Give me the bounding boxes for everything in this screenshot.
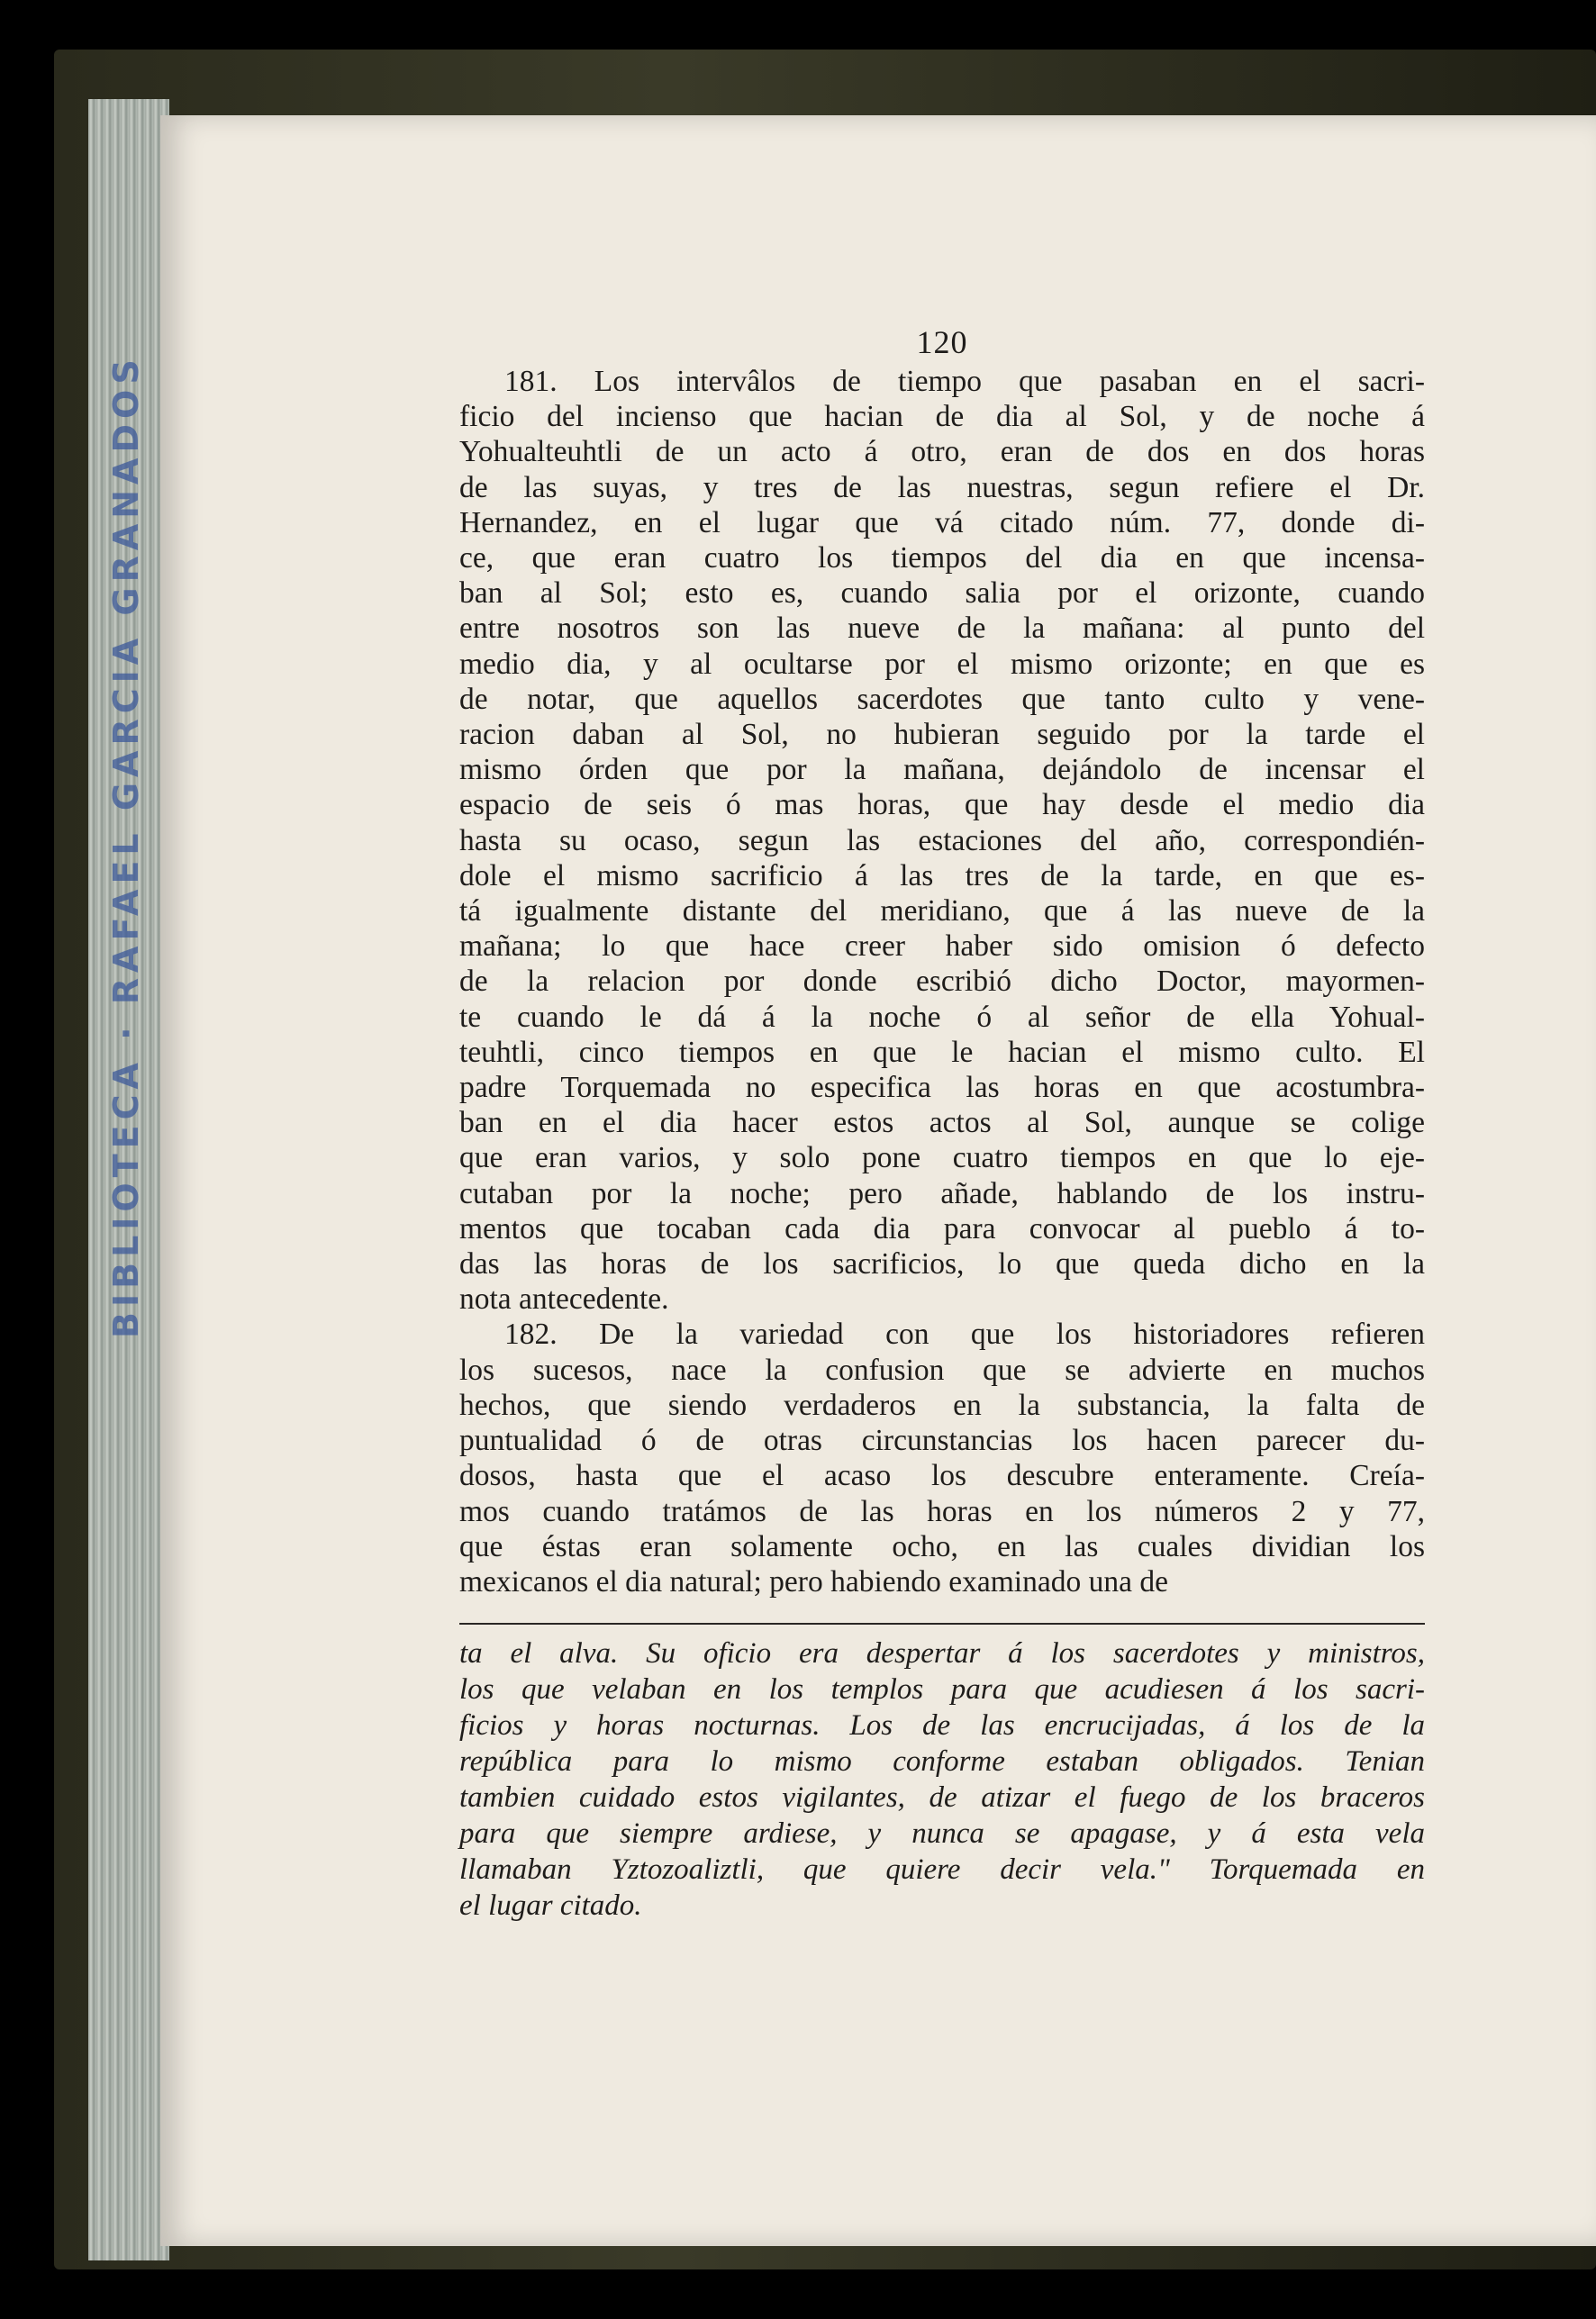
text-block xyxy=(459,324,1425,1924)
text-line: dosos, hasta que el acaso los descubre enteramente. Creía- xyxy=(459,1459,1425,1493)
text-line: que eran varios, y solo pone cuatro tiempos en que lo eje- xyxy=(459,1141,1425,1175)
text-line: el lugar citado. xyxy=(459,1889,642,1923)
text-line: hasta su ocaso, segun las estaciones del año, correspondién- xyxy=(459,823,1425,857)
text-line: 181. Los intervâlos de tiempo que pasaban en el sacri- xyxy=(504,365,1425,398)
text-line: de las suyas, y tres de las nuestras, segun refiere el Dr. xyxy=(459,470,1425,504)
text-line: ta el alva. Su oficio era despertar á los sacerdotes y ministros, xyxy=(459,1637,1425,1671)
text-line: nota antecedente. xyxy=(459,1282,669,1317)
library-stamp: BIBLIOTECA · RAFAEL GARCIA GRANADOS xyxy=(106,354,146,1339)
text-line: 182. De la variedad con que los historiadores refieren xyxy=(504,1318,1425,1352)
text-line: ban al Sol; esto es, cuando salia por el orizonte, cuando xyxy=(459,576,1425,611)
text-line: de la relacion por donde escribió dicho Doctor, mayormen- xyxy=(459,965,1425,999)
text-line: república para lo mismo conforme estaban obligados. Tenian xyxy=(459,1745,1425,1779)
text-line: los sucesos, nace la confusion que se advierte en muchos xyxy=(459,1353,1425,1387)
text-line: espacio de seis ó mas horas, que hay desde el medio dia xyxy=(459,788,1425,822)
text-line: tambien cuidado estos vigilantes, de atizar el fuego de los braceros xyxy=(459,1781,1425,1815)
text-line: ficio del incienso que hacian de dia al Sol, y de noche á xyxy=(459,400,1425,434)
text-line: ficios y horas nocturnas. Los de las encrucijadas, á los de la xyxy=(459,1709,1425,1743)
text-line: ban en el dia hacer estos actos al Sol, aunque se colige xyxy=(459,1106,1425,1140)
paragraph-182 xyxy=(459,1317,1425,1599)
text-line: Hernandez, en el lugar que vá citado núm. 77, donde di- xyxy=(459,505,1425,539)
text-line: los que velaban en los templos para que acudiesen á los sacri- xyxy=(459,1673,1425,1707)
text-line: que éstas eran solamente ocho, en las cuales dividian los xyxy=(459,1529,1425,1563)
text-line: Yohualteuhtli de un acto á otro, eran de dos en dos horas xyxy=(459,435,1425,469)
paragraph-181 xyxy=(459,364,1425,1317)
text-line: teuhtli, cinco tiempos en que le hacian el mismo culto. El xyxy=(459,1035,1425,1069)
text-line: puntualidad ó de otras circunstancias los hacen parecer du- xyxy=(459,1424,1425,1458)
text-line: padre Torquemada no especifica las horas en que acostumbra- xyxy=(459,1071,1425,1105)
text-line: tá igualmente distante del meridiano, que á las nueve de la xyxy=(459,894,1425,929)
text-line: mismo órden que por la mañana, dejándolo de incensar el xyxy=(459,753,1425,787)
text-line: mentos que tocaban cada dia para convocar al pueblo á to- xyxy=(459,1211,1425,1246)
text-line: mexicanos el dia natural; pero habiendo examinado una de xyxy=(459,1564,1168,1599)
text-line: de notar, que aquellos sacerdotes que tanto culto y vene- xyxy=(459,682,1425,716)
text-line: medio dia, y al ocultarse por el mismo orizonte; en que es xyxy=(459,647,1425,681)
text-line: ce, que eran cuatro los tiempos del dia en que incensa- xyxy=(459,541,1425,575)
text-line: para que siempre ardiese, y nunca se apagase, y á esta vela xyxy=(459,1817,1425,1851)
text-line: entre nosotros son las nueve de la mañana: al punto del xyxy=(459,611,1425,646)
text-line: racion daban al Sol, no hubieran seguido por la tarde el xyxy=(459,718,1425,752)
text-line: mañana; lo que hace creer haber sido omision ó defecto xyxy=(459,929,1425,964)
text-line: hechos, que siendo verdaderos en la substancia, la falta de xyxy=(459,1388,1425,1422)
text-line: te cuando le dá á la noche ó al señor de ella Yohual- xyxy=(459,1000,1425,1034)
text-line: cutaban por la noche; pero añade, hablando de los instru- xyxy=(459,1176,1425,1210)
text-line: das las horas de los sacrificios, lo que queda dicho en la xyxy=(459,1247,1425,1282)
page-number: 120 xyxy=(916,324,968,360)
footnote xyxy=(459,1635,1425,1924)
text-line: llamaban Yztozoaliztli, que quiere decir vela." Torquemada en xyxy=(459,1853,1425,1887)
text-line: mos cuando tratámos de las horas en los números 2 y 77, xyxy=(459,1494,1425,1528)
text-line: dole el mismo sacrificio á las tres de la tarde, en que es- xyxy=(459,858,1425,892)
book-page xyxy=(160,115,1596,2246)
footnote-divider xyxy=(459,1623,1425,1625)
